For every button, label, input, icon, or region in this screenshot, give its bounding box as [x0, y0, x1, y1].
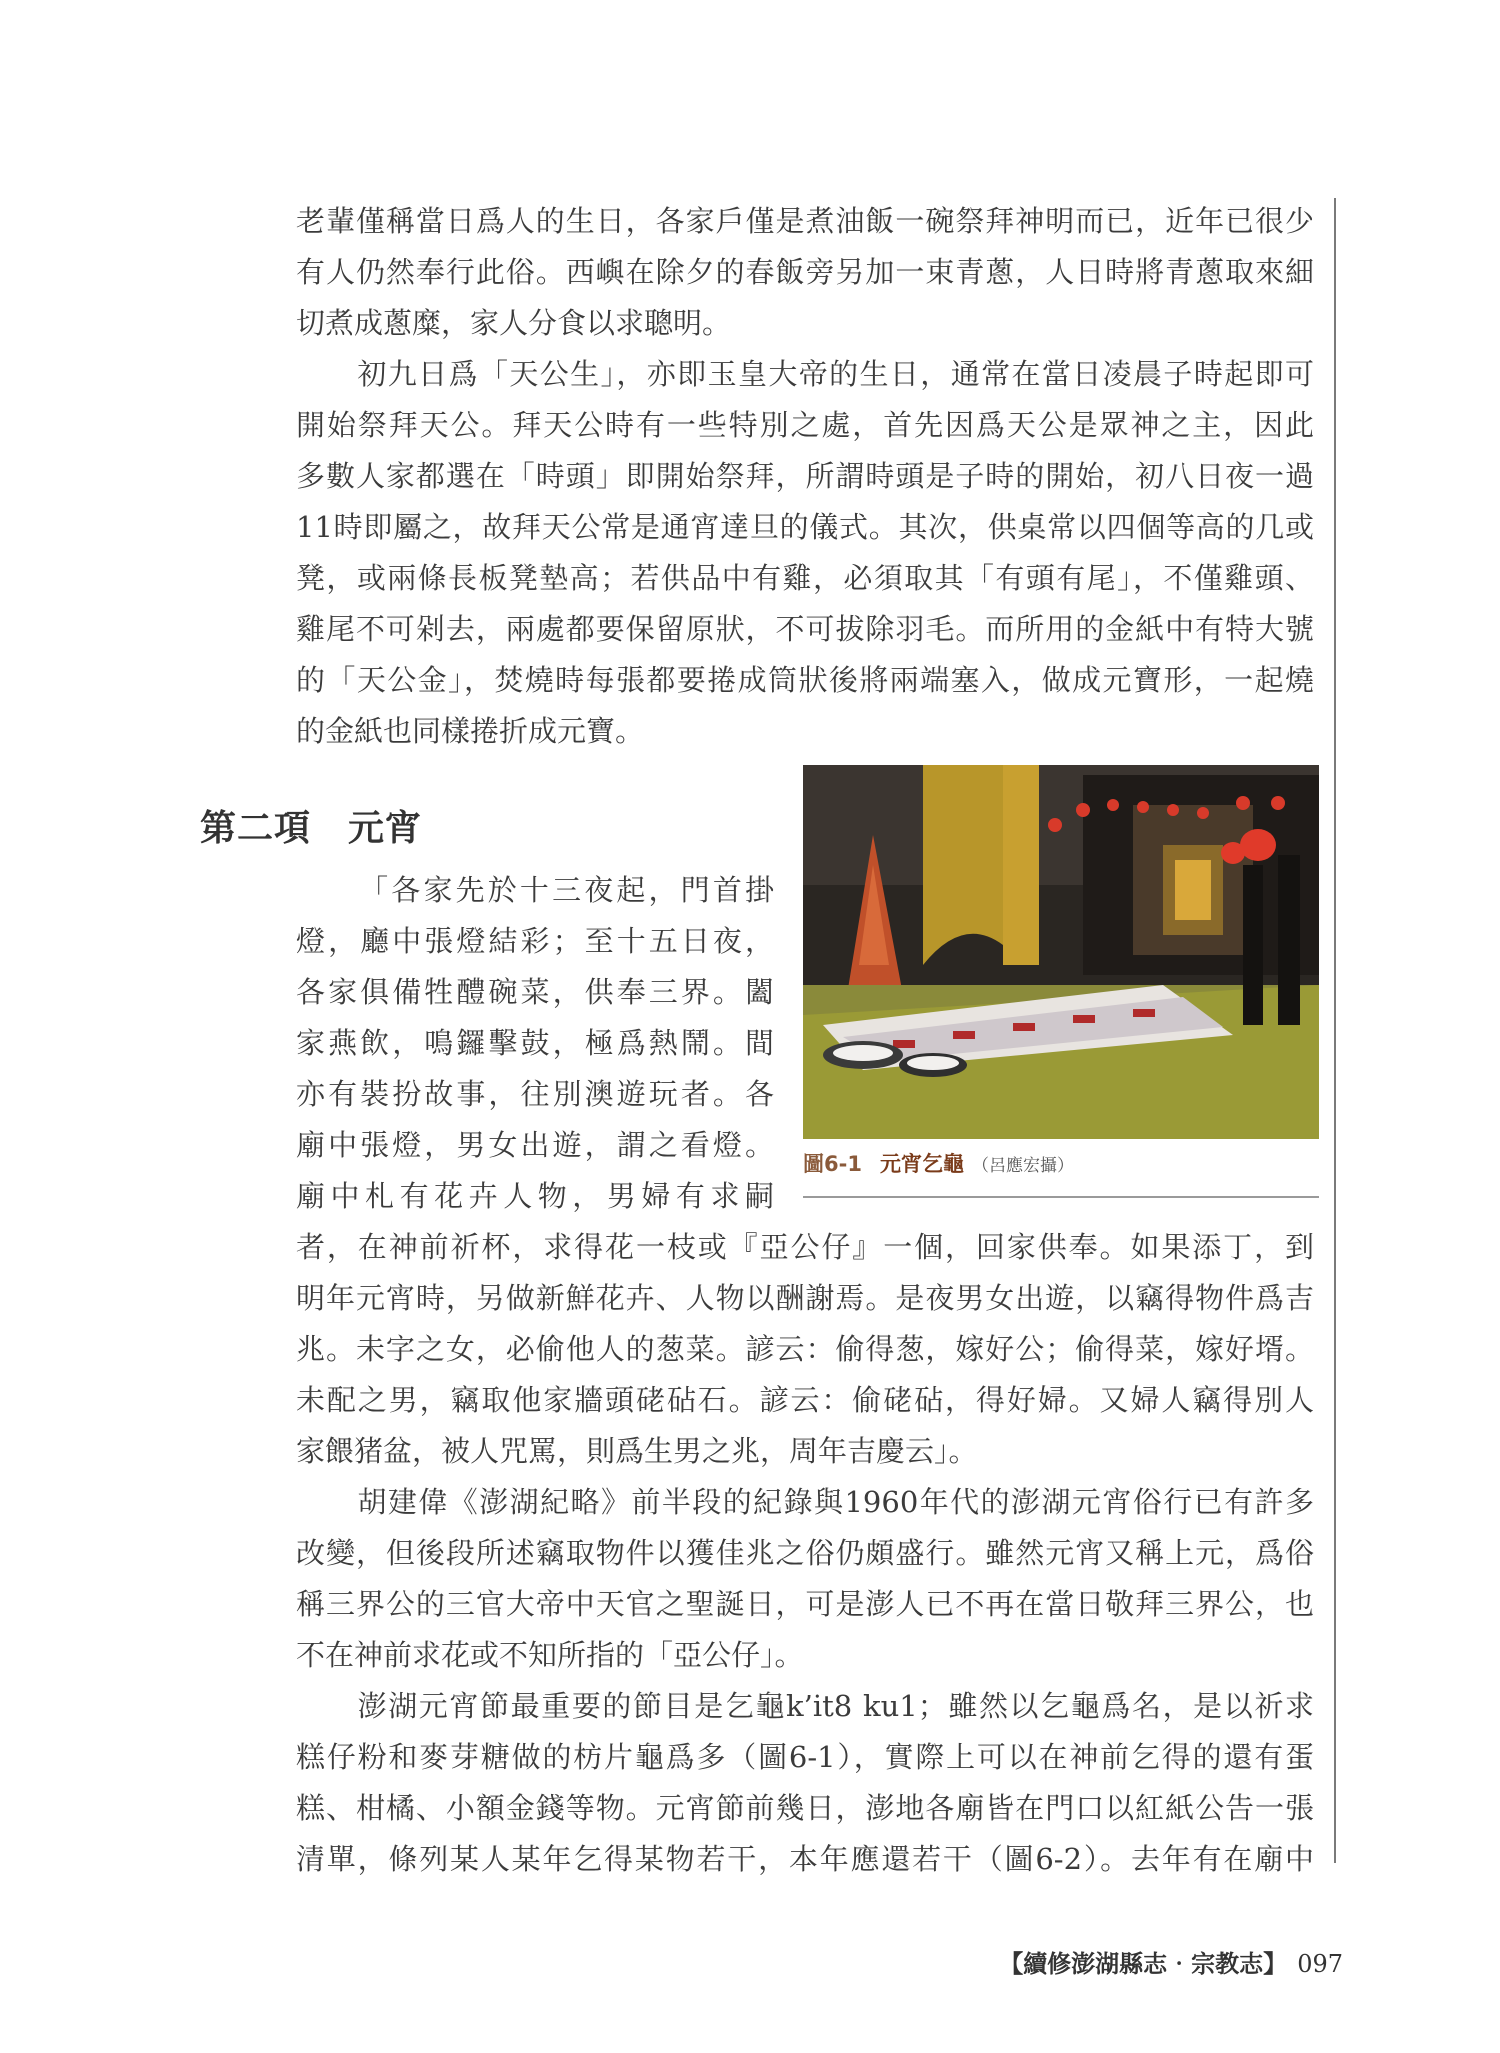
section-heading: 第二項 元宵	[200, 808, 423, 849]
text-line: 亦有裝扮故事，往別澳遊玩者。各	[296, 1077, 774, 1111]
quote-narrow	[296, 865, 774, 1222]
text-line: 11時即屬之，故拜天公常是通宵達旦的儀式。其次，供桌常以四個等高的几或	[296, 510, 1314, 544]
text-line: 家燕飲，鳴鑼擊鼓，極爲熱鬧。間	[296, 1026, 774, 1060]
text-line: 各家俱備牲醴碗菜，供奉三界。闔	[296, 975, 774, 1009]
text-line: 凳，或兩條長板凳墊高；若供品中有雞，必須取其「有頭有尾」，不僅雞頭、	[296, 561, 1314, 595]
running-title: 【續修澎湖縣志‧宗教志】	[999, 1949, 1288, 1978]
text-content: 初九日爲「天公生」，亦即玉皇大帝的生日，通常在當日凌晨子時起即可	[356, 357, 1314, 391]
figure-number: 圖6-1	[803, 1152, 862, 1176]
text-line: 家餵猪盆，被人咒罵，則爲生男之兆，周年吉慶云」。	[296, 1434, 978, 1468]
text-line: 的金紙也同樣捲折成元寶。	[296, 714, 645, 748]
figure-caption	[803, 1148, 1074, 1178]
caption-rule	[803, 1196, 1319, 1198]
text-line: 雞尾不可剁去，兩處都要保留原狀，不可拔除羽毛。而所用的金紙中有特大號	[296, 612, 1314, 646]
text-line: 的「天公金」，焚燒時每張都要捲成筒狀後將兩端塞入，做成元寶形，一起燒	[296, 663, 1314, 697]
text-line: 不在神前求花或不知所指的「亞公仔」。	[296, 1638, 804, 1672]
text-line: 老輩僅稱當日爲人的生日，各家戶僅是煮油飯一碗祭拜神明而已，近年已很少	[296, 204, 1314, 238]
figure-title: 元宵乞龜	[879, 1152, 964, 1176]
text-line: 燈，廳中張燈結彩；至十五日夜，	[296, 924, 774, 958]
text-line: 稱三界公的三官大帝中天官之聖誕日，可是澎人已不再在當日敬拜三界公，也	[296, 1587, 1314, 1621]
paragraph-4	[296, 1681, 1314, 1885]
text-line: 廟中札有花卉人物，男婦有求嗣	[296, 1179, 774, 1213]
page-footer	[999, 1944, 1343, 1979]
text-line: 糕仔粉和麥芽糖做的枋片龜爲多（圖6-1），實際上可以在神前乞得的還有蛋	[296, 1740, 1314, 1774]
text-content: 澎湖元宵節最重要的節目是乞龜k’it8 ku1；雖然以乞龜爲名，是以祈求	[356, 1689, 1314, 1723]
text-line: 多數人家都選在「時頭」即開始祭拜，所謂時頭是子時的開始，初八日夜一過	[296, 459, 1314, 493]
text-line	[296, 865, 774, 916]
paragraph-2	[296, 349, 1314, 757]
figure-credit: （呂應宏攝）	[971, 1156, 1074, 1176]
page-number: 097	[1297, 1950, 1343, 1978]
margin-rule	[1334, 198, 1336, 1863]
text-line: 兆。未字之女，必偷他人的葱菜。諺云：偷得葱，嫁好公；偷得菜，嫁好壻。	[296, 1332, 1314, 1366]
text-line: 清單，條列某人某年乞得某物若干，本年應還若干（圖6-2）。去年有在廟中	[296, 1842, 1314, 1876]
text-line: 改變，但後段所述竊取物件以獲佳兆之俗仍頗盛行。雖然元宵又稱上元，爲俗	[296, 1536, 1314, 1570]
text-line: 廟中張燈，男女出遊，謂之看燈。	[296, 1128, 774, 1162]
text-line: 開始祭拜天公。拜天公時有一些特別之處，首先因爲天公是眾神之主，因此	[296, 408, 1314, 442]
paragraph-1	[296, 196, 1314, 349]
paragraph-3	[296, 1477, 1314, 1681]
text-content: 胡建偉《澎湖紀略》前半段的紀錄與1960年代的澎湖元宵俗行已有許多	[356, 1485, 1314, 1519]
text-line: 糕、柑橘、小額金錢等物。元宵節前幾日，澎地各廟皆在門口以紅紙公告一張	[296, 1791, 1314, 1825]
text-line	[296, 349, 1314, 400]
text-line	[296, 1681, 1314, 1732]
text-line: 有人仍然奉行此俗。西嶼在除夕的春飯旁另加一束青蔥，人日時將青蔥取來細	[296, 255, 1314, 289]
figure-photo	[803, 765, 1319, 1139]
text-line: 明年元宵時，另做新鮮花卉、人物以酬謝焉。是夜男女出遊，以竊得物件爲吉	[296, 1281, 1314, 1315]
text-line	[296, 1477, 1314, 1528]
text-content: 「各家先於十三夜起，門首掛	[356, 873, 774, 907]
text-line: 者，在神前祈杯，求得花一枝或『亞公仔』一個，回家供奉。如果添丁，到	[296, 1230, 1314, 1264]
text-line: 未配之男，竊取他家牆頭硓砧石。諺云：偷硓砧，得好婦。又婦人竊得別人	[296, 1383, 1314, 1417]
text-line: 切煮成蔥糜，家人分食以求聰明。	[296, 306, 732, 340]
quote-wide	[296, 1222, 1314, 1477]
